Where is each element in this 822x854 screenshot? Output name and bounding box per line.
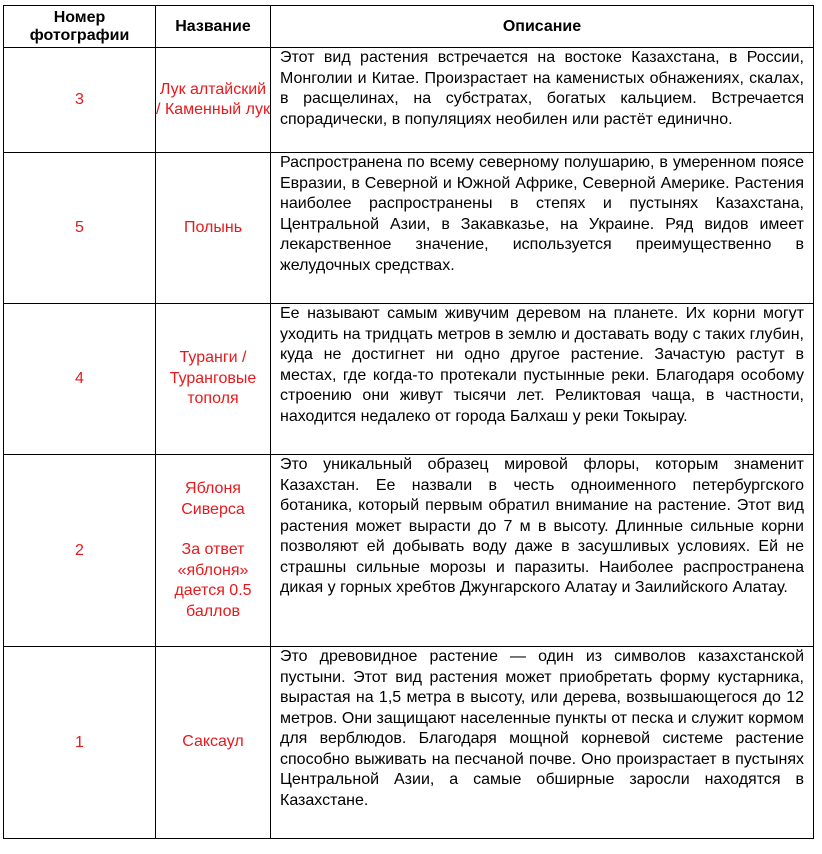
plant-name-text: Саксаул bbox=[182, 733, 244, 751]
plants-table bbox=[3, 5, 814, 839]
table-header-row bbox=[4, 6, 814, 48]
plant-name bbox=[156, 455, 271, 647]
photo-number: 2 bbox=[4, 455, 156, 647]
photo-number: 5 bbox=[4, 153, 156, 304]
plant-description: Это древовидное растение — один из символов казахстанской пустыни. Этот вид растения может приобретать форму кустарника, вырастая на 1,5 метра в высоту, или дерева, возвышающегося до 12 метров. Они защищают населенные пункты от песка и служит кормом для верблюдов. Благодаря мощной корневой системе растение способно выживать на песчаной почве. Оно произрастает в пустынях Центральной Азии, а самые обширные заросли находятся в Казахстане. bbox=[271, 647, 814, 839]
table-row bbox=[4, 455, 814, 647]
plant-description: Этот вид растения встречается на востоке Казахстана, в России, Монголии и Китае. Произрастает на каменистых обнажениях, скалах, в расщелинах, на субстратах, богатых кальцием. Встречается спорадически, в популяциях необилен или растёт единично. bbox=[271, 48, 814, 153]
header-number: Номер фотографии bbox=[4, 6, 156, 48]
plant-name-note: За ответ «яблоня» дается 0.5 баллов bbox=[174, 541, 252, 620]
photo-number: 4 bbox=[4, 304, 156, 455]
header-name: Название bbox=[156, 6, 271, 48]
table-row bbox=[4, 48, 814, 153]
plant-name bbox=[156, 647, 271, 839]
plant-name-text: Яблоня Сиверса bbox=[181, 480, 245, 518]
plant-description: Распространена по всему северному полушарию, в умеренном поясе Евразии, в Северной и Южной Африке, Северной Америке. Растения наиболее распространены в степях и пустынях Казахстана, Центральной Азии, в Закавказье, на Украине. Ряд видов имеет лекарственное значение, используется преимущественно в желудочных средствах. bbox=[271, 153, 814, 304]
plant-description: Это уникальный образец мировой флоры, которым знаменит Казахстан. Ее назвали в честь одноименного петербургского ботаника, который первым обратил внимание на растение. Этот вид растения может вырасти до 7 м в высоту. Длинные сильные корни позволяют ей добывать воду даже в засушливых условиях. Ей не страшны сильные морозы и паразиты. Наиболее распространена дикая у горных хребтов Джунгарского Алатау и Заилийского Алатау. bbox=[271, 455, 814, 647]
photo-number: 3 bbox=[4, 48, 156, 153]
plant-name-text: Лук алтайский / Каменный лук bbox=[156, 80, 270, 118]
plant-name bbox=[156, 48, 271, 153]
table-row bbox=[4, 304, 814, 455]
table-row bbox=[4, 153, 814, 304]
plant-description: Ее называют самым живучим деревом на планете. Их корни могут уходить на тридцать метров в землю и доставать воду с таких глубин, куда не достигнет ни одно другое растение. Зачастую растут в местах, где когда-то протекали пустынные реки. Благодаря особому строению они живут тысячи лет. Реликтовая чаща, в частности, находится недалеко от города Балхаш у реки Токырау. bbox=[271, 304, 814, 455]
plant-name bbox=[156, 153, 271, 304]
table-row bbox=[4, 647, 814, 839]
plant-name-text: Полынь bbox=[183, 218, 243, 236]
plant-name bbox=[156, 304, 271, 455]
plant-name-text: Туранги / Туранговые тополя bbox=[169, 349, 257, 408]
photo-number: 1 bbox=[4, 647, 156, 839]
header-description: Описание bbox=[271, 6, 814, 48]
